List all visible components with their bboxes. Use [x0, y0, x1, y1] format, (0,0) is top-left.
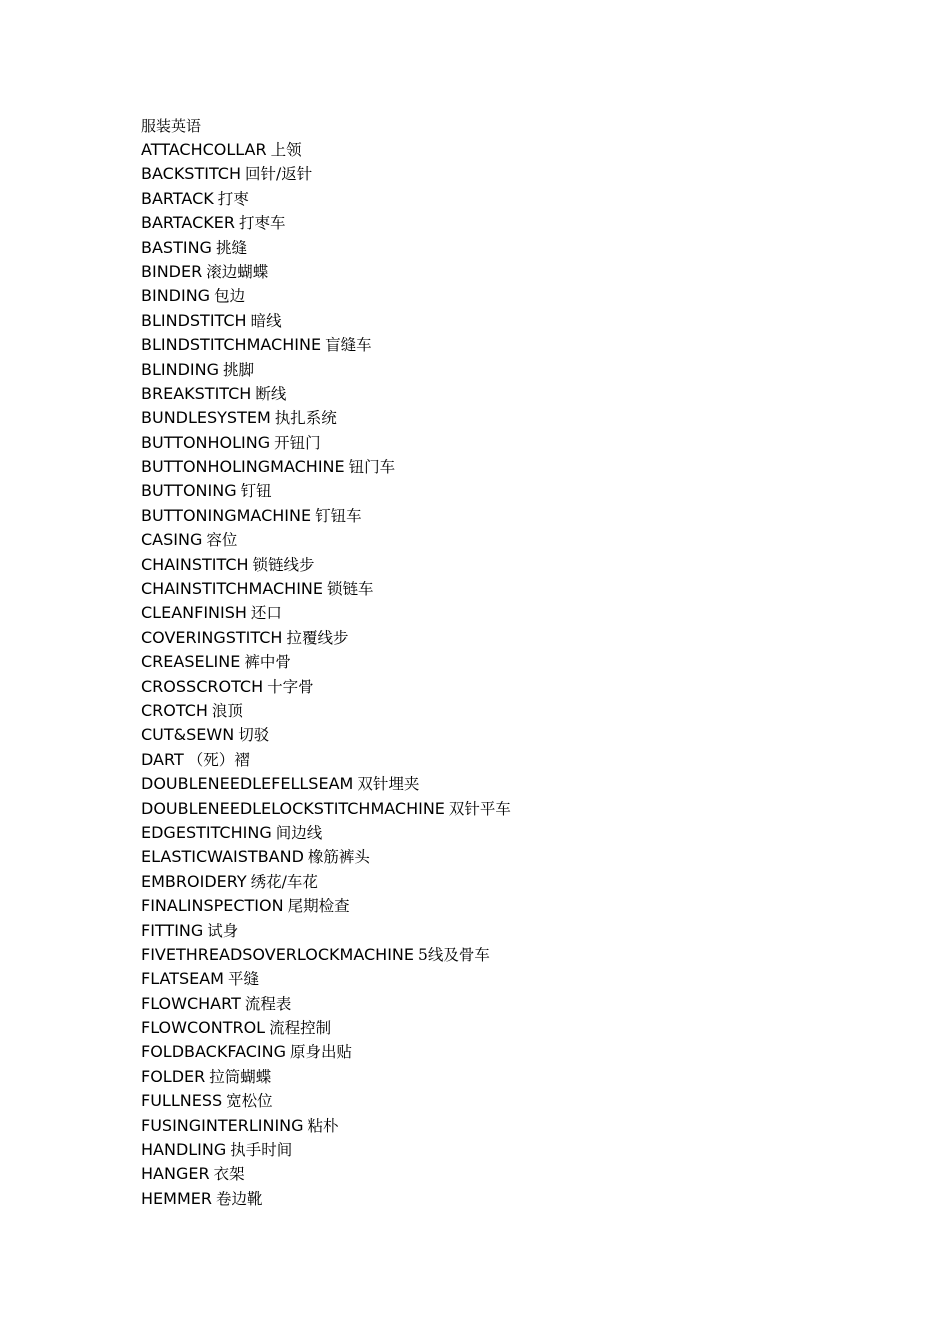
glossary-translation: （死）褶	[187, 750, 250, 769]
glossary-term: COVERINGSTITCH	[141, 627, 283, 647]
glossary-translation: 双针埋夹	[357, 775, 420, 794]
glossary-term: EDGESTITCHING	[141, 822, 272, 842]
glossary-entry	[141, 1114, 901, 1138]
glossary-term: CASING	[141, 530, 203, 550]
glossary-translation: 打枣	[217, 189, 249, 208]
glossary-translation: 容位	[206, 531, 238, 550]
glossary-entry	[141, 162, 901, 186]
glossary-term: BUTTONINGMACHINE	[141, 505, 312, 525]
glossary-translation: 包边	[214, 287, 246, 306]
glossary-term: BINDER	[141, 261, 203, 281]
glossary-translation: 衣架	[213, 1165, 245, 1184]
glossary-translation: 断线	[255, 384, 287, 403]
glossary-term: DART	[141, 749, 184, 769]
glossary-entry	[141, 431, 901, 455]
glossary-translation: 钉钮车	[315, 506, 362, 525]
glossary-term: BASTING	[141, 237, 212, 257]
glossary-entry	[141, 260, 901, 284]
glossary-entry	[141, 870, 901, 894]
glossary-entry	[141, 1089, 901, 1113]
glossary-term: CHAINSTITCHMACHINE	[141, 579, 323, 599]
glossary-entry	[141, 455, 901, 479]
glossary-term: CUT&SEWN	[141, 725, 235, 745]
glossary-translation: 裤中骨	[244, 653, 291, 672]
glossary-translation: 回针/返针	[245, 165, 313, 184]
glossary-entry	[141, 772, 901, 796]
glossary-term: FLOWCONTROL	[141, 1018, 266, 1038]
glossary-entry	[141, 138, 901, 162]
glossary-term: BARTACK	[141, 188, 214, 208]
glossary-translation: 试身	[207, 921, 239, 940]
glossary-entry	[141, 284, 901, 308]
glossary-entry	[141, 1040, 901, 1064]
glossary-term: FLATSEAM	[141, 969, 224, 989]
glossary-entry	[141, 1065, 901, 1089]
glossary-entry	[141, 601, 901, 625]
glossary-translation: 粘朴	[307, 1116, 339, 1135]
glossary-translation: 开钮门	[274, 433, 321, 452]
glossary-translation: 卷边靴	[215, 1189, 263, 1208]
glossary-term: BUTTONHOLING	[141, 432, 271, 452]
glossary-translation: 钮门车	[348, 458, 396, 477]
glossary-term: FOLDBACKFACING	[141, 1042, 286, 1062]
glossary-entry	[141, 358, 901, 382]
glossary-translation: 橡筋裤头	[307, 848, 370, 867]
glossary-translation: 宽松位	[226, 1092, 273, 1111]
glossary-translation: 绣花/车花	[250, 872, 318, 891]
glossary-term: FLOWCHART	[141, 993, 241, 1013]
glossary-translation: 尾期检查	[287, 897, 350, 916]
glossary-entry	[141, 406, 901, 430]
glossary-translation: 切驳	[238, 726, 270, 745]
glossary-translation: 盲缝车	[325, 336, 372, 355]
glossary-translation: 流程表	[244, 994, 292, 1013]
glossary-entry	[141, 1162, 901, 1186]
glossary-entry	[141, 992, 901, 1016]
glossary-translation: 锁链线步	[252, 555, 315, 574]
glossary-entry	[141, 675, 901, 699]
glossary-term: CLEANFINISH	[141, 603, 247, 623]
glossary-term: FITTING	[141, 920, 204, 940]
glossary-translation: 挑缝	[215, 238, 247, 257]
glossary-entry	[141, 650, 901, 674]
glossary-translation: 打枣车	[238, 214, 286, 233]
glossary-entry	[141, 187, 901, 211]
glossary-term: CHAINSTITCH	[141, 554, 249, 574]
glossary-entry	[141, 236, 901, 260]
glossary-translation: 暗线	[250, 311, 282, 330]
glossary-translation: 滚边蝴蝶	[206, 262, 269, 281]
glossary-term: ATTACHCOLLAR	[141, 140, 267, 159]
glossary-entry	[141, 967, 901, 991]
glossary-entry	[141, 479, 901, 503]
glossary-term: FINALINSPECTION	[141, 896, 284, 916]
glossary-entry	[141, 821, 901, 845]
document-title: 服装英语	[141, 117, 202, 135]
glossary-term: BINDING	[141, 286, 211, 306]
glossary-term: BLINDSTITCH	[141, 310, 247, 330]
glossary-translation: 拉覆线步	[286, 628, 349, 647]
glossary-entry	[141, 553, 901, 577]
glossary-entry	[141, 309, 901, 333]
glossary-translation: 拉筒蝴蝶	[209, 1067, 272, 1086]
glossary-entry	[141, 748, 901, 772]
glossary-entry	[141, 723, 901, 747]
glossary-translation: 还口	[250, 604, 282, 623]
glossary-entry	[141, 211, 901, 235]
glossary-term: FOLDER	[141, 1066, 206, 1086]
glossary-term: BUTTONHOLINGMACHINE	[141, 457, 345, 477]
glossary-term: HANGER	[141, 1164, 210, 1184]
glossary-entry	[141, 382, 901, 406]
glossary-translation: 执手时间	[230, 1141, 293, 1160]
glossary-translation: 5线及骨车	[417, 945, 490, 964]
glossary-term: HEMMER	[141, 1188, 212, 1208]
glossary-entry	[141, 797, 901, 821]
glossary-entry	[141, 626, 901, 650]
glossary-term: DOUBLENEEDLEFELLSEAM	[141, 774, 354, 794]
glossary-list	[141, 138, 901, 1211]
glossary-term: BACKSTITCH	[141, 164, 241, 184]
glossary-term: BLINDING	[141, 359, 219, 379]
glossary-term: BARTACKER	[141, 213, 235, 233]
glossary-translation: 原身出贴	[290, 1043, 353, 1062]
glossary-term: FUSINGINTERLINING	[141, 1115, 304, 1135]
glossary-translation: 间边线	[275, 823, 323, 842]
glossary-translation: 双针平车	[448, 799, 511, 818]
glossary-term: EMBROIDERY	[141, 871, 247, 891]
glossary-entry	[141, 1187, 901, 1211]
glossary-entry	[141, 333, 901, 357]
document-body	[141, 114, 901, 1211]
glossary-entry	[141, 919, 901, 943]
glossary-term: CROTCH	[141, 700, 208, 720]
glossary-term: BLINDSTITCHMACHINE	[141, 335, 322, 355]
glossary-entry	[141, 845, 901, 869]
glossary-term: CROSSCROTCH	[141, 676, 264, 696]
glossary-translation: 流程控制	[269, 1019, 332, 1038]
glossary-entry	[141, 894, 901, 918]
glossary-term: DOUBLENEEDLELOCKSTITCHMACHINE	[141, 798, 445, 818]
glossary-translation: 浪顶	[211, 701, 243, 720]
glossary-translation: 钉钮	[240, 482, 272, 501]
glossary-entry	[141, 943, 901, 967]
glossary-term: BUTTONING	[141, 481, 237, 501]
glossary-translation: 十字骨	[267, 677, 314, 696]
glossary-translation: 锁链车	[327, 580, 374, 599]
glossary-entry	[141, 1138, 901, 1162]
glossary-entry	[141, 528, 901, 552]
glossary-translation: 上领	[270, 141, 302, 159]
glossary-term: HANDLING	[141, 1140, 227, 1160]
glossary-entry	[141, 1016, 901, 1040]
glossary-term: FIVETHREADSOVERLOCKMACHINE	[141, 944, 414, 964]
glossary-term: BUNDLESYSTEM	[141, 408, 271, 428]
glossary-translation: 平缝	[227, 970, 259, 989]
glossary-translation: 挑脚	[222, 360, 254, 379]
glossary-translation: 执扎系统	[274, 409, 337, 428]
glossary-term: FULLNESS	[141, 1091, 223, 1111]
glossary-entry	[141, 504, 901, 528]
glossary-term: BREAKSTITCH	[141, 383, 252, 403]
glossary-entry	[141, 699, 901, 723]
glossary-term: ELASTICWAISTBAND	[141, 847, 304, 867]
glossary-term: CREASELINE	[141, 652, 241, 672]
glossary-entry	[141, 577, 901, 601]
